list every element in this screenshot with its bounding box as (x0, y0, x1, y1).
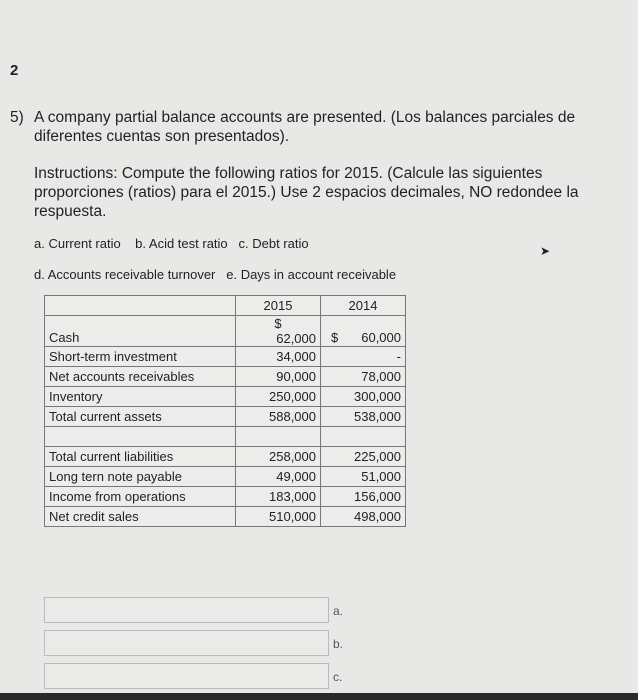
cell-2014: 225,000 (321, 447, 406, 467)
header-2015: 2015 (236, 296, 321, 316)
spacer-cell (236, 427, 321, 447)
answer-label-c: c. (333, 670, 343, 684)
answer-input-b[interactable] (44, 630, 329, 656)
ratio-b: b. Acid test ratio (135, 236, 228, 251)
cell-2014: 78,000 (321, 367, 406, 387)
row-label: Cash (45, 316, 236, 347)
header-blank (45, 296, 236, 316)
ratio-list-1 (34, 236, 309, 251)
mouse-cursor-icon: ➤ (540, 244, 551, 258)
ratio-e: e. Days in account receivable (226, 267, 397, 282)
cell-2015: 183,000 (236, 487, 321, 507)
balance-table (44, 295, 406, 527)
spacer-cell (45, 427, 236, 447)
row-label: Total current liabilities (45, 447, 236, 467)
prompt-number: 5) (10, 109, 24, 126)
cell-2015-value: 62,000 (276, 331, 316, 346)
table-row (45, 316, 406, 347)
question-prompt: A company partial balance accounts are presented. (Los balances parciales de diferentes cuentas son presentados). (34, 109, 576, 145)
currency-sign: $ (274, 316, 282, 331)
table-row (45, 487, 406, 507)
answer-input-c[interactable] (44, 663, 329, 689)
table-row (45, 367, 406, 387)
table-row (45, 507, 406, 527)
row-label: Net credit sales (45, 507, 236, 527)
cell-2015: 258,000 (236, 447, 321, 467)
table-row (45, 387, 406, 407)
cell-2015: 250,000 (236, 387, 321, 407)
row-label: Inventory (45, 387, 236, 407)
answer-input-a[interactable] (44, 597, 329, 623)
table-header (45, 296, 406, 316)
currency-sign: $ (331, 330, 339, 345)
table-row (45, 347, 406, 367)
cell-2014: - (321, 347, 406, 367)
ratio-a: a. Current ratio (34, 236, 121, 251)
cell-2014: 51,000 (321, 467, 406, 487)
cell-2014: 300,000 (321, 387, 406, 407)
cell-2015: 49,000 (236, 467, 321, 487)
table-row (45, 447, 406, 467)
answer-label-a: a. (333, 604, 344, 618)
cell-2015: 510,000 (236, 507, 321, 527)
cell-2015 (236, 316, 321, 347)
spacer-cell (321, 427, 406, 447)
cell-2014: 156,000 (321, 487, 406, 507)
row-label: Total current assets (45, 407, 236, 427)
header-2014: 2014 (321, 296, 406, 316)
row-label: Income from operations (45, 487, 236, 507)
cell-2014 (321, 316, 406, 347)
table-spacer-row (45, 427, 406, 447)
row-label: Short-term investment (45, 347, 236, 367)
row-label: Net accounts receivables (45, 367, 236, 387)
cell-2014: 498,000 (321, 507, 406, 527)
cell-2015: 90,000 (236, 367, 321, 387)
table-row (45, 407, 406, 427)
cell-2014-value: 60,000 (361, 330, 401, 345)
row-label: Long tern note payable (45, 467, 236, 487)
question-number: 2 (10, 62, 19, 79)
table-row (45, 467, 406, 487)
screen-bezel (0, 693, 638, 700)
ratio-d: d. Accounts receivable turnover (34, 267, 216, 282)
ratio-list-2 (34, 267, 396, 282)
ratio-c: c. Debt ratio (238, 236, 309, 251)
question-instructions: Instructions: Compute the following ratios for 2015. (Calcule las siguientes proporciones (ratios) para el 2015.) Use 2 espacios decimales, NO redondee la respuesta. (34, 165, 579, 220)
answer-label-b: b. (333, 637, 344, 651)
cell-2015: 34,000 (236, 347, 321, 367)
cell-2015: 588,000 (236, 407, 321, 427)
cell-2014: 538,000 (321, 407, 406, 427)
